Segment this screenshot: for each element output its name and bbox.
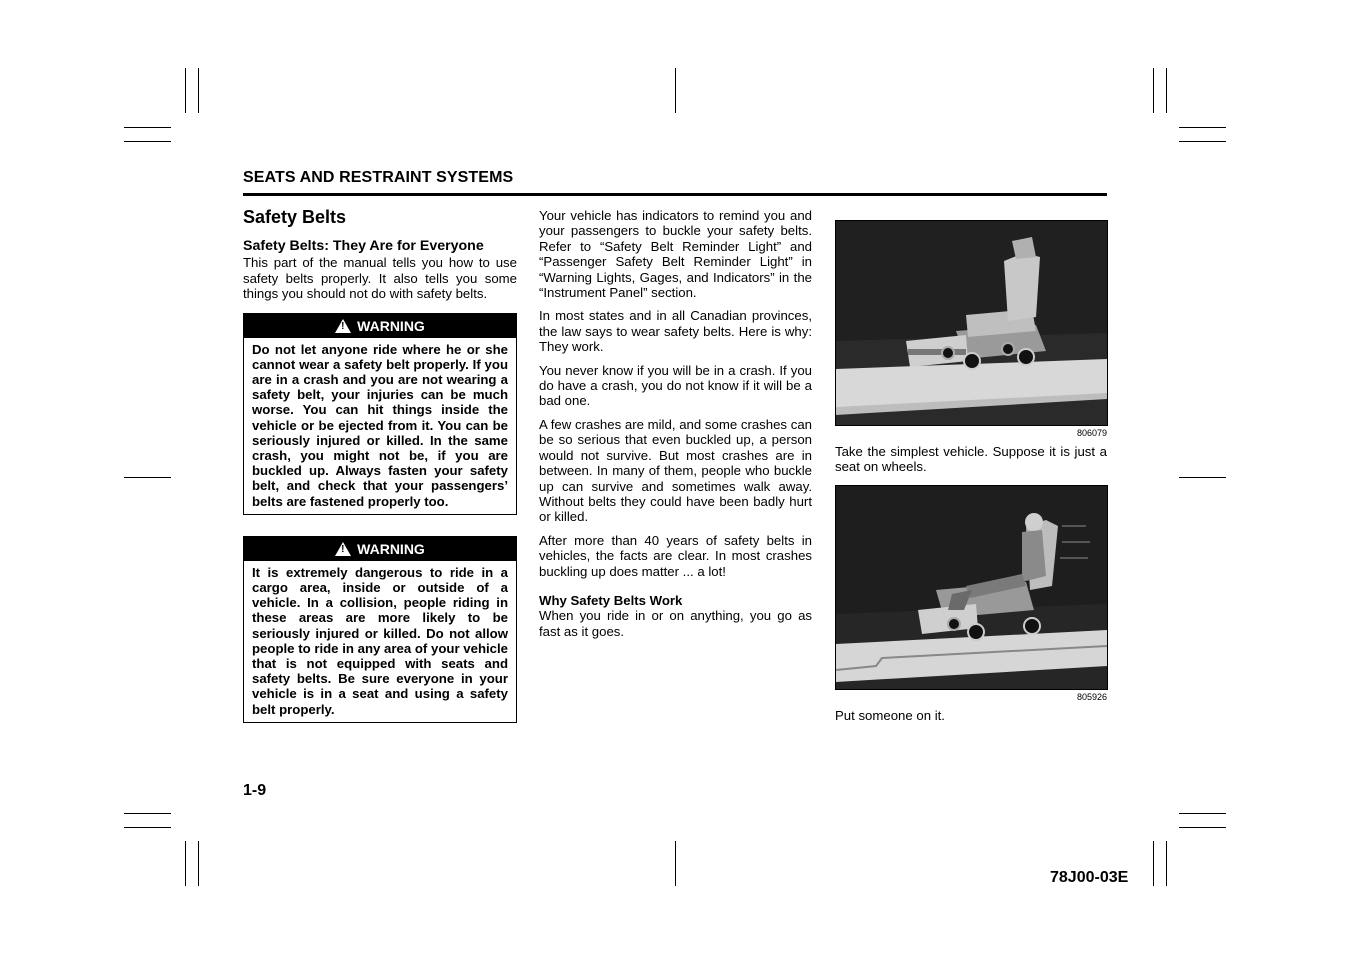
- warning-text: It is extremely dangerous to ride in a cargo area, inside or outside of a vehicle. In a collision, people riding in these areas are more likely to be seriously injured or killed. Do not allow people to ride in any area of your vehicle that is not equipped with seats and safety belts. Be sure everyone in your vehicle is in a seat and using a safety belt properly.: [252, 564, 508, 717]
- crop-mark: [124, 477, 171, 478]
- warning-label: WARNING: [357, 540, 425, 557]
- figure-number: 805926: [1076, 691, 1107, 702]
- crop-mark: [124, 813, 171, 814]
- warning-label: WARNING: [357, 317, 425, 334]
- crop-mark: [124, 127, 171, 128]
- crop-mark: [1179, 141, 1226, 142]
- document-code: 78J00-03E: [1050, 869, 1129, 886]
- warning-text: Do not let anyone ride where he or she cannot wear a safety belt properly. If you are in a crash and you are not wearing a safety belt, your injuries can be much worse. You can hit things inside the vehicle or be ejected from it. You can be seriously injured or killed. In the same crash, you might not be, if you are buckled up. Always fasten your safety belt, and check that your passengers’ belts are fastened properly too.: [252, 341, 508, 509]
- crop-mark: [124, 827, 171, 828]
- warning-box: [243, 313, 517, 515]
- body-paragraph: After more than 40 years of safety belts in vehicles, the facts are clear. In most crashes buckling up does matter ... a lot!: [539, 532, 812, 579]
- crop-mark: [1179, 127, 1226, 128]
- header-rule: [243, 193, 1107, 196]
- body-paragraph: A few crashes are mild, and some crashes can be so serious that even buckled up, a person would not survive. But most crashes are in between. In many of them, people who buckle up can survive and sometimes walk away. Without belts they could have been badly hurt or killed.: [539, 416, 812, 525]
- crop-mark: [124, 141, 171, 142]
- figure-number: 806079: [1076, 428, 1107, 438]
- seat-on-wheels-illustration: [836, 221, 1107, 425]
- crop-mark: [1179, 477, 1226, 478]
- crop-mark: [675, 68, 676, 113]
- body-paragraph: Your vehicle has indicators to remind you and your passengers to buckle your safety belts. Refer to “Safety Belt Reminder Light” and “Passenger Safety Belt Reminder Light” in “Warning Lights, Gages, and Indicators” in the “Instrument Panel” section.: [539, 208, 812, 301]
- figure-person-on-seat: [835, 485, 1108, 690]
- crop-mark: [198, 841, 199, 886]
- crop-mark: [1166, 68, 1167, 113]
- crop-mark: [1153, 841, 1154, 886]
- intro-paragraph: This part of the manual tells you how to use safety belts properly. It also tells you some things you should not do with safety belts.: [243, 255, 517, 302]
- crop-mark: [185, 841, 186, 886]
- warning-triangle-icon: !: [335, 542, 351, 556]
- crop-mark: [1179, 827, 1226, 828]
- column-left: [243, 208, 517, 723]
- person-on-seat-illustration: [836, 486, 1107, 689]
- page-heading: Safety Belts: [243, 207, 347, 227]
- section-title: SEATS AND RESTRAINT SYSTEMS: [243, 169, 514, 186]
- page-number: 1-9: [243, 782, 267, 799]
- warning-box: [243, 536, 517, 723]
- crop-mark: [1179, 813, 1226, 814]
- warning-header: [244, 314, 516, 338]
- body-paragraph: In most states and in all Canadian provinces, the law says to wear safety belts. Here is why: They work.: [539, 308, 812, 355]
- crop-mark: [675, 841, 676, 886]
- crop-mark: [198, 68, 199, 113]
- crop-mark: [1153, 68, 1154, 113]
- crop-mark: [1166, 841, 1167, 886]
- column-right: [835, 220, 1107, 733]
- subheading: Safety Belts: They Are for Everyone: [243, 238, 484, 255]
- body-paragraph: You never know if you will be in a crash. If you do have a crash, you do not know if it will be a bad one.: [539, 362, 812, 409]
- figure-caption: Put someone on it.: [835, 707, 945, 723]
- body-paragraph: When you ride in or on anything, you go as fast as it goes.: [539, 608, 812, 639]
- column-middle: [539, 208, 812, 647]
- subheading: Why Safety Belts Work: [539, 592, 683, 608]
- warning-triangle-icon: !: [335, 319, 351, 333]
- figure-caption: Take the simplest vehicle. Suppose it is just a seat on wheels.: [835, 444, 1107, 475]
- crop-mark: [185, 68, 186, 113]
- figure-seat-on-wheels: [835, 220, 1108, 426]
- warning-header: [244, 537, 516, 561]
